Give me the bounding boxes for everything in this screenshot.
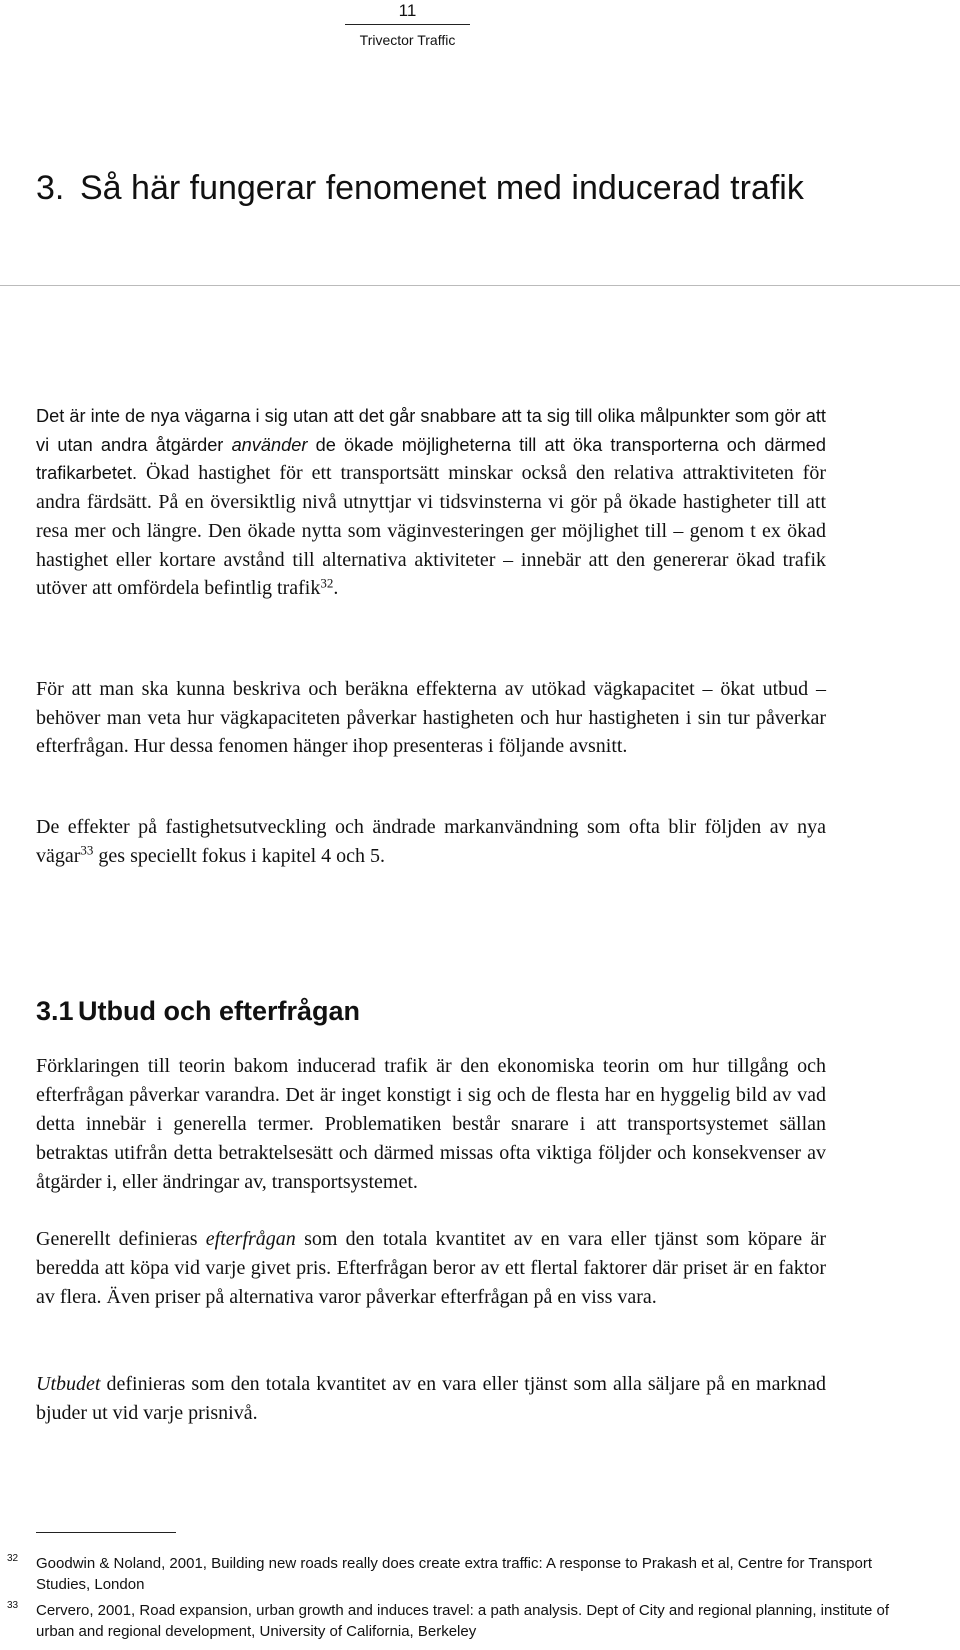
- supply-text: definieras som den totala kvantitet av en vara eller tjänst som alla säljare på en marknad bjuder ut vid varje prisnivå.: [36, 1373, 826, 1424]
- intro-text-a: Det är inte de nya vägarna i sig utan att det går snabbare att ta sig till olika målpunkter som gör att vi utan andra åtgärder: [36, 406, 826, 455]
- paragraph-land-use: [36, 813, 826, 870]
- paragraph-intro: [36, 402, 826, 603]
- intro-text-end: .: [333, 577, 339, 600]
- header-rule: [345, 24, 470, 25]
- section-number: 3.1: [36, 996, 74, 1026]
- footnote-ref-32[interactable]: 32: [320, 575, 334, 591]
- footnote-divider: [36, 1532, 176, 1533]
- footnote-number: 32: [7, 1553, 19, 1564]
- land-use-text-b: ges speciellt fokus i kapitel 4 och 5.: [93, 844, 386, 867]
- chapter-number: 3.: [36, 169, 65, 207]
- section-title: Utbud och efterfrågan: [78, 996, 361, 1026]
- land-use-text-a: De effekter på fastighetsutveckling och ändrade markanvändning som ofta blir följden av nya vägar: [36, 816, 826, 867]
- page-number: 11: [398, 1, 417, 20]
- paragraph-demand: [36, 1225, 826, 1312]
- page-header: [345, 0, 470, 48]
- header-organization: Trivector Traffic: [359, 32, 456, 48]
- supply-term: Utbudet: [36, 1373, 101, 1395]
- paragraph-theory: Förklaringen till teorin bakom inducerad trafik är den ekonomiska teorin om hur tillgång och efterfrågan påverkar varandra. Det är inget konstigt i sig och de flesta har en hyggelig bild av vad detta innebär i generella termer. Problematiken består snarare i att transportsystemet sällan betraktas utifrån detta betraktelsesätt och därmed missas ofta viktiga följder och konsekvenser av åtgärder i, eller ändringar av, transportsystemet.: [36, 1055, 826, 1193]
- paragraph-capacity: För att man ska kunna beskriva och beräkna effekterna av utökad vägkapacitet – ökat utbud – behöver man veta hur vägkapaciteten påverkar hastigheten och hur hastigheten i sin tur påverkar efterfrågan. Hur dessa fenomen hänger ihop presenteras i följande avsnitt.: [36, 678, 826, 758]
- intro-text-c: Ökad hastighet för ett transportsätt minskar också den relativa attraktiviteten för andra färdsätt. På en översiktlig nivå utnyttjar vi tidsvinsterna vi gör på ökade hastigheter till att resa mer och längre.: [36, 462, 826, 542]
- intro-emphasis: använder: [231, 434, 308, 455]
- chapter-heading: [36, 165, 916, 211]
- chapter-divider: [0, 285, 960, 286]
- demand-term: efterfrågan: [205, 1228, 296, 1250]
- section-heading: [36, 995, 360, 1027]
- intro-text-b: de ökade möjligheterna till att öka transporterna och därmed trafikarbetet.: [36, 434, 826, 484]
- footnote-text: Goodwin & Noland, 2001, Building new roads really does create extra traffic: A response to Prakash et al, Centre for Transport Studies, London: [36, 1555, 873, 1593]
- paragraph-supply: [36, 1370, 826, 1428]
- footnote-32: [7, 1553, 896, 1595]
- footnote-text: Cervero, 2001, Road expansion, urban growth and induces travel: a path analysis. Dept of City and regional planning, institute of urban and regional development, University of California, Berkeley: [36, 1602, 890, 1640]
- intro-text-d: Den ökade nytta som väginvesteringen ger möjlighet till – genom t ex ökad hastighet eller kortare avstånd till alternativa aktiviteter – innebär att den genererar ökad trafik utöver att omfördela befintlig trafik: [36, 519, 826, 600]
- footnote-number: 33: [7, 1600, 19, 1611]
- footnote-33: [7, 1600, 896, 1642]
- demand-text-a: Generellt definieras: [36, 1228, 206, 1250]
- demand-text-b: som den totala kvantitet av en vara eller tjänst som köpare är beredda att köpa vid varje givet pris. Efterfrågan beror av ett flertal faktorer där priset är en faktor av flera. Även priser på alternativa varor påverkar efterfrågan på en viss vara.: [36, 1228, 826, 1308]
- footnote-ref-33[interactable]: 33: [80, 842, 94, 858]
- chapter-title: Så här fungerar fenomenet med inducerad trafik: [80, 169, 804, 207]
